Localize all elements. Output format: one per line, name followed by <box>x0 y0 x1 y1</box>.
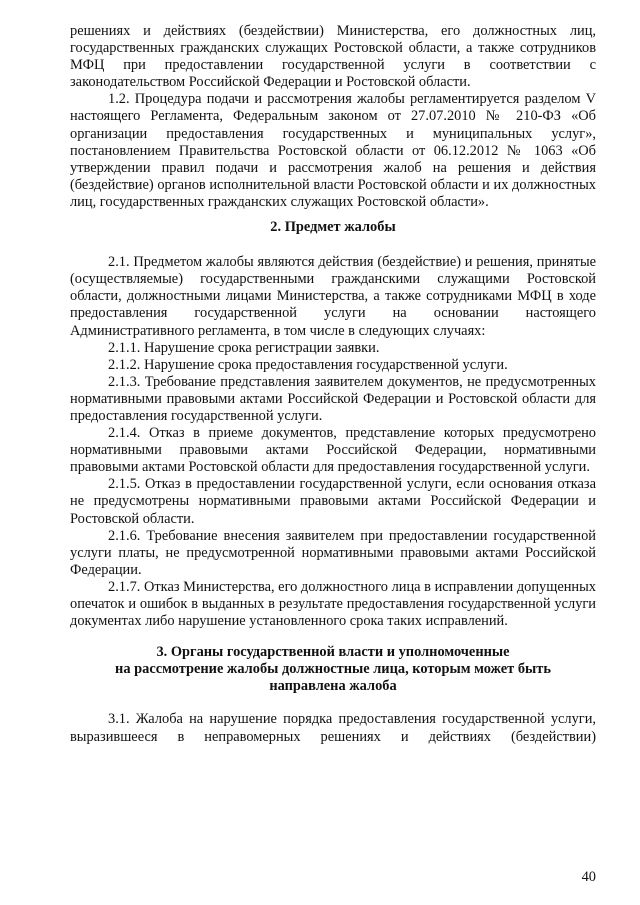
intro-paragraph: решениях и действиях (бездействии) Министерства, его должностных лиц, государственных гражданских служащих Ростовской области, а также сотрудников МФЦ при предоставлении государственной услуги в соответствии с законодательством Российской Федерации и Ростовской области. <box>70 23 596 91</box>
paragraph-2-1: 2.1. Предметом жалобы являются действия (бездействие) и решения, принятые (осуществляемые) государственными гражданскими служащими Ростовской области, должностными лицами Министерства, а также сотрудниками МФЦ в ходе предоставления государственной услуги на основании настоящего Административного регламента, в том числе в следующих случаях: <box>70 254 596 339</box>
item-2-1-5: 2.1.5. Отказ в предоставлении государственной услуги, если основания отказа не предусмотрены нормативными правовыми актами Российской Федерации и Ростовской области. <box>70 476 596 527</box>
section-3-heading-line: 3. Органы государственной власти и уполномоченные <box>156 644 510 661</box>
item-2-1-2: 2.1.2. Нарушение срока предоставления государственной услуги. <box>108 356 508 373</box>
page-number: 40 <box>581 869 596 885</box>
section-3-heading-line: направлена жалоба <box>269 678 397 695</box>
item-2-1-7: 2.1.7. Отказ Министерства, его должностного лица в исправлении допущенных опечаток и ошибок в выданных в результате предоставления государственной услуги документах либо нарушение установленного срока таких исправлений. <box>70 578 596 630</box>
section-3-heading <box>70 644 596 695</box>
item-2-1-1: 2.1.1. Нарушение срока регистрации заявки. <box>108 339 380 356</box>
section-3-heading-line: на рассмотрение жалобы должностные лица, которым может быть <box>115 661 551 678</box>
item-2-1-6: 2.1.6. Требование внесения заявителем при предоставлении государственной услуги платы, не предусмотренной нормативными правовыми актами Российской Федерации. <box>70 527 596 578</box>
section-2-heading: 2. Предмет жалобы <box>270 219 396 236</box>
item-2-1-3: 2.1.3. Требование представления заявителем документов, не предусмотренных нормативными правовыми актами Российской Федерации и Ростовской области для предоставления государственной услуги. <box>70 373 596 424</box>
item-2-1-4: 2.1.4. Отказ в приеме документов, представление которых предусмотрено нормативными правовыми актами Российской Федерации, нормативными правовыми актами Ростовской области для предоставления государственной услуги. <box>70 425 596 476</box>
paragraph-3-1: 3.1. Жалоба на нарушение порядка предоставления государственной услуги, выразившееся в неправомерных решениях и действиях (бездействии) <box>70 711 596 745</box>
paragraph-1-2: 1.2. Процедура подачи и рассмотрения жалобы регламентируется разделом V настоящего Регламента, Федеральным законом от 27.07.2010 № 210-ФЗ «Об организации предоставления государственных и муниципальных услуг», постановлением Правительства Ростовской области от 06.12.2012 № 1063 «Об утверждении правил подачи и рассмотрения жалоб на решения и действия (бездействие) органов исполнительной власти Ростовской области и их должностных лиц, государственных гражданских служащих Ростовской области». <box>70 91 596 210</box>
